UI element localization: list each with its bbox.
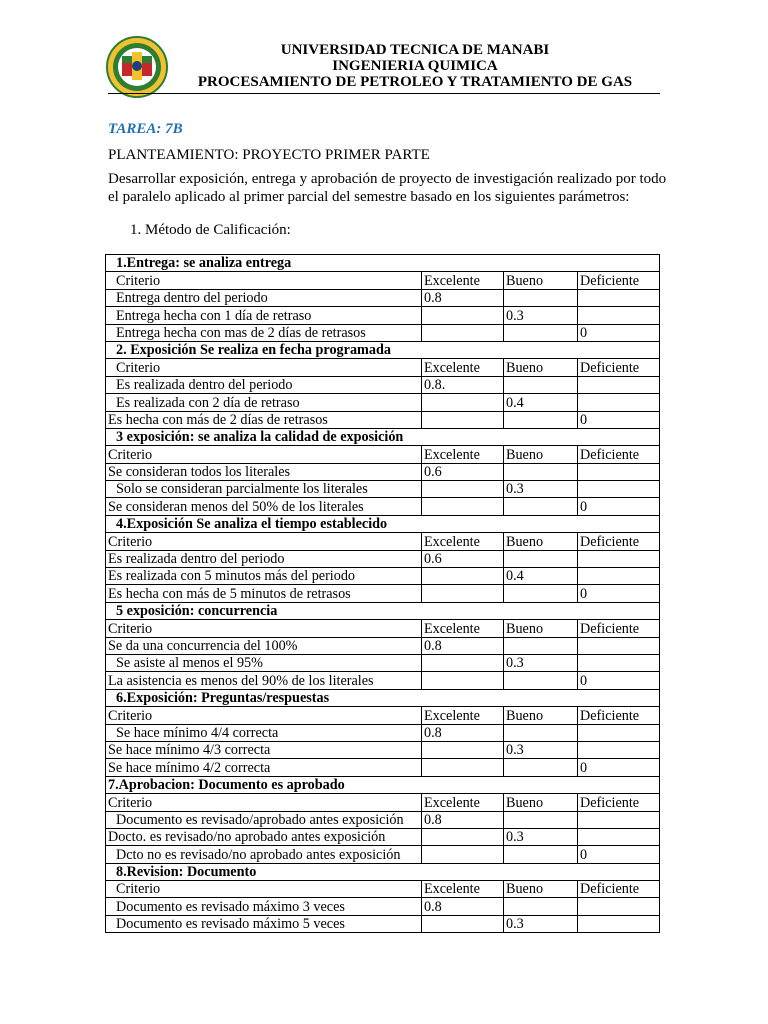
cell-criterio: La asistencia es menos del 90% de los literales: [106, 672, 422, 689]
column-header: Deficiente: [578, 533, 660, 550]
cell-deficiente: 0: [578, 585, 660, 602]
cell-criterio: Es realizada dentro del periodo: [106, 376, 422, 393]
table-row: [106, 324, 660, 341]
cell-excelente: 0.6: [422, 463, 504, 480]
cell-bueno: [504, 585, 578, 602]
cell-bueno: [504, 324, 578, 341]
column-header: Excelente: [422, 272, 504, 289]
cell-excelente: [422, 759, 504, 776]
cell-bueno: [504, 846, 578, 863]
column-header: Deficiente: [578, 446, 660, 463]
cell-excelente: [422, 828, 504, 845]
cell-excelente: 0.8: [422, 724, 504, 741]
column-header-row: [106, 794, 660, 811]
column-header: Bueno: [504, 533, 578, 550]
section-title: 2. Exposición Se realiza en fecha programada: [106, 341, 660, 358]
column-header: Excelente: [422, 359, 504, 376]
cell-bueno: 0.3: [504, 654, 578, 671]
column-header: Excelente: [422, 794, 504, 811]
cell-criterio: Es realizada dentro del periodo: [106, 550, 422, 567]
column-header: Criterio: [106, 359, 422, 376]
table-row: [106, 411, 660, 428]
table-row: [106, 741, 660, 758]
cell-deficiente: 0: [578, 324, 660, 341]
cell-criterio: Se asiste al menos el 95%: [106, 654, 422, 671]
cell-criterio: Documento es revisado máximo 3 veces: [106, 898, 422, 915]
cell-deficiente: [578, 307, 660, 324]
cell-criterio: Documento es revisado/aprobado antes exposición: [106, 811, 422, 828]
cell-deficiente: 0: [578, 411, 660, 428]
cell-excelente: [422, 324, 504, 341]
table-row: [106, 376, 660, 393]
table-row: [106, 672, 660, 689]
column-header: Deficiente: [578, 620, 660, 637]
cell-bueno: [504, 411, 578, 428]
cell-deficiente: [578, 550, 660, 567]
column-header-row: [106, 620, 660, 637]
column-header-row: [106, 881, 660, 898]
cell-criterio: Es hecha con más de 5 minutos de retrasos: [106, 585, 422, 602]
cell-deficiente: [578, 289, 660, 306]
cell-excelente: 0.8: [422, 637, 504, 654]
cell-excelente: [422, 741, 504, 758]
cell-deficiente: 0: [578, 759, 660, 776]
list-item-method: 1. Método de Calificación:: [130, 222, 291, 238]
cell-criterio: Se da una concurrencia del 100%: [106, 637, 422, 654]
column-header-row: [106, 359, 660, 376]
cell-deficiente: 0: [578, 672, 660, 689]
section-title-row: [106, 428, 660, 445]
cell-criterio: Entrega dentro del periodo: [106, 289, 422, 306]
cell-bueno: 0.3: [504, 741, 578, 758]
cell-bueno: [504, 463, 578, 480]
planteamiento-heading: PLANTEAMIENTO: PROYECTO PRIMER PARTE: [108, 147, 430, 163]
column-header-row: [106, 446, 660, 463]
cell-excelente: 0.8.: [422, 376, 504, 393]
section-title: 5 exposición: concurrencia: [106, 602, 660, 619]
table-row: [106, 637, 660, 654]
column-header-row: [106, 272, 660, 289]
table-row: [106, 550, 660, 567]
column-header: Bueno: [504, 359, 578, 376]
column-header: Criterio: [106, 881, 422, 898]
course-name: PROCESAMIENTO DE PETROLEO Y TRATAMIENTO DE GAS: [197, 74, 633, 90]
cell-bueno: 0.3: [504, 307, 578, 324]
cell-bueno: [504, 550, 578, 567]
cell-excelente: [422, 481, 504, 498]
cell-bueno: 0.3: [504, 481, 578, 498]
cell-deficiente: [578, 376, 660, 393]
column-header: Criterio: [106, 620, 422, 637]
cell-bueno: 0.3: [504, 915, 578, 932]
cell-criterio: Es realizada con 5 minutos más del periodo: [106, 568, 422, 585]
cell-excelente: 0.8: [422, 289, 504, 306]
section-title-row: [106, 341, 660, 358]
cell-bueno: 0.4: [504, 568, 578, 585]
cell-excelente: [422, 846, 504, 863]
cell-excelente: [422, 498, 504, 515]
section-title: 3 exposición: se analiza la calidad de exposición: [106, 428, 660, 445]
column-header: Bueno: [504, 620, 578, 637]
column-header-row: [106, 707, 660, 724]
section-title-row: [106, 863, 660, 880]
cell-deficiente: 0: [578, 846, 660, 863]
table-row: [106, 394, 660, 411]
header-divider: [108, 93, 660, 94]
cell-bueno: [504, 898, 578, 915]
cell-excelente: [422, 568, 504, 585]
cell-deficiente: [578, 828, 660, 845]
section-title-row: [106, 602, 660, 619]
cell-excelente: 0.6: [422, 550, 504, 567]
column-header: Bueno: [504, 881, 578, 898]
cell-deficiente: [578, 724, 660, 741]
column-header: Bueno: [504, 707, 578, 724]
cell-excelente: [422, 915, 504, 932]
section-title: 8.Revision: Documento: [106, 863, 660, 880]
cell-excelente: 0.8: [422, 898, 504, 915]
table-row: [106, 759, 660, 776]
rubric-table: [105, 254, 660, 933]
cell-criterio: Dcto no es revisado/no aprobado antes exposición: [106, 846, 422, 863]
table-row: [106, 289, 660, 306]
cell-criterio: Se hace mínimo 4/2 correcta: [106, 759, 422, 776]
cell-criterio: Se consideran todos los literales: [106, 463, 422, 480]
column-header: Criterio: [106, 446, 422, 463]
university-seal-logo: [106, 36, 168, 98]
cell-deficiente: [578, 898, 660, 915]
cell-criterio: Se hace mínimo 4/3 correcta: [106, 741, 422, 758]
table-row: [106, 724, 660, 741]
cell-bueno: [504, 637, 578, 654]
description-paragraph: Desarrollar exposición, entrega y aprobación de proyecto de investigación realizado por todo el paralelo aplicado al primer parcial del semestre basado en los siguientes parámetros:: [108, 171, 667, 205]
table-row: [106, 585, 660, 602]
table-row: [106, 568, 660, 585]
cell-excelente: [422, 672, 504, 689]
cell-excelente: [422, 654, 504, 671]
section-title-row: [106, 515, 660, 532]
column-header: Excelente: [422, 533, 504, 550]
table-row: [106, 498, 660, 515]
table-row: [106, 846, 660, 863]
column-header: Criterio: [106, 707, 422, 724]
column-header: Excelente: [422, 707, 504, 724]
cell-excelente: 0.8: [422, 811, 504, 828]
column-header: Criterio: [106, 794, 422, 811]
section-title: 7.Aprobacion: Documento es aprobado: [106, 776, 660, 793]
column-header: Deficiente: [578, 707, 660, 724]
column-header: Bueno: [504, 446, 578, 463]
document-header: [170, 42, 660, 90]
column-header: Excelente: [422, 446, 504, 463]
cell-deficiente: [578, 654, 660, 671]
section-title-row: [106, 255, 660, 272]
table-row: [106, 811, 660, 828]
assignment-title: TAREA: 7B: [108, 121, 183, 137]
cell-criterio: Solo se consideran parcialmente los literales: [106, 481, 422, 498]
cell-deficiente: [578, 568, 660, 585]
university-name: UNIVERSIDAD TECNICA DE MANABI: [280, 42, 550, 58]
cell-bueno: [504, 811, 578, 828]
cell-excelente: [422, 411, 504, 428]
column-header: Excelente: [422, 620, 504, 637]
cell-deficiente: [578, 481, 660, 498]
cell-criterio: Entrega hecha con mas de 2 días de retrasos: [106, 324, 422, 341]
column-header: Bueno: [504, 272, 578, 289]
column-header: Deficiente: [578, 794, 660, 811]
table-row: [106, 463, 660, 480]
cell-bueno: [504, 724, 578, 741]
table-row: [106, 307, 660, 324]
cell-deficiente: [578, 741, 660, 758]
cell-bueno: [504, 759, 578, 776]
table-row: [106, 481, 660, 498]
cell-deficiente: [578, 394, 660, 411]
column-header: Criterio: [106, 272, 422, 289]
column-header: Deficiente: [578, 881, 660, 898]
column-header: Bueno: [504, 794, 578, 811]
cell-excelente: [422, 585, 504, 602]
cell-criterio: Se consideran menos del 50% de los literales: [106, 498, 422, 515]
cell-bueno: [504, 289, 578, 306]
cell-bueno: [504, 672, 578, 689]
cell-criterio: Entrega hecha con 1 día de retraso: [106, 307, 422, 324]
section-title: 6.Exposición: Preguntas/respuestas: [106, 689, 660, 706]
cell-bueno: [504, 498, 578, 515]
table-row: [106, 898, 660, 915]
cell-criterio: Documento es revisado máximo 5 veces: [106, 915, 422, 932]
column-header: Deficiente: [578, 359, 660, 376]
cell-deficiente: [578, 463, 660, 480]
table-row: [106, 828, 660, 845]
section-title-row: [106, 689, 660, 706]
cell-excelente: [422, 307, 504, 324]
column-header: Criterio: [106, 533, 422, 550]
cell-criterio: Es hecha con más de 2 días de retrasos: [106, 411, 422, 428]
section-title: 1.Entrega: se analiza entrega: [106, 255, 660, 272]
table-row: [106, 654, 660, 671]
cell-deficiente: [578, 637, 660, 654]
cell-bueno: 0.3: [504, 828, 578, 845]
cell-excelente: [422, 394, 504, 411]
faculty-name: INGENIERIA QUIMICA: [332, 58, 498, 74]
cell-deficiente: [578, 915, 660, 932]
column-header: Deficiente: [578, 272, 660, 289]
cell-deficiente: [578, 811, 660, 828]
column-header-row: [106, 533, 660, 550]
cell-deficiente: 0: [578, 498, 660, 515]
table-row: [106, 915, 660, 932]
cell-bueno: 0.4: [504, 394, 578, 411]
cell-bueno: [504, 376, 578, 393]
section-title-row: [106, 776, 660, 793]
cell-criterio: Docto. es revisado/no aprobado antes exposición: [106, 828, 422, 845]
section-title: 4.Exposición Se analiza el tiempo establecido: [106, 515, 660, 532]
cell-criterio: Se hace mínimo 4/4 correcta: [106, 724, 422, 741]
column-header: Excelente: [422, 881, 504, 898]
cell-criterio: Es realizada con 2 día de retraso: [106, 394, 422, 411]
